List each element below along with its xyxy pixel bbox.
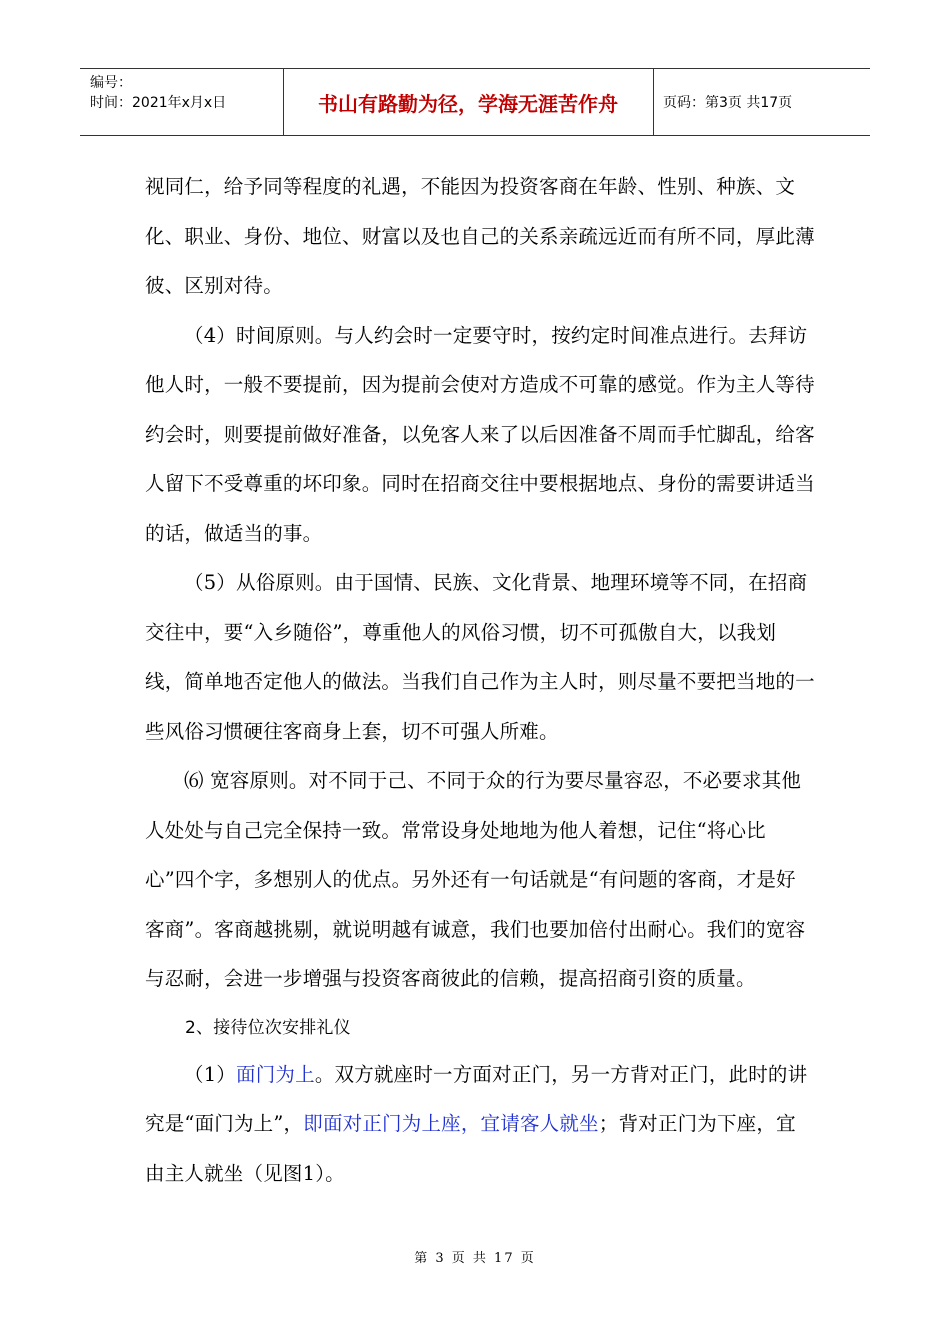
seating-prefix: （1） bbox=[184, 1062, 237, 1086]
header-divider bbox=[653, 69, 654, 135]
document-date: 时间：2021年x月x日 bbox=[90, 95, 227, 111]
header-motto: 书山有路勤为径，学海无涯苦作舟 bbox=[318, 91, 618, 116]
seating-suffix: ；背对正门为下座，宜由主人就坐（见图1）。 bbox=[145, 1112, 796, 1185]
document-body bbox=[145, 162, 815, 1198]
seating-middle: 。双方就座时一方面对正门，另一方背对正门，此时的讲究是“面门为上”， bbox=[145, 1062, 808, 1135]
page-footer: 第 3 页 共 17 页 bbox=[414, 1251, 536, 1266]
page-header bbox=[80, 68, 870, 136]
highlight-guest-seat: 即面对正门为上座，宜请客人就坐 bbox=[303, 1112, 599, 1135]
header-meta bbox=[90, 73, 226, 113]
paragraph-tolerance-principle: ⑹ 宽容原则。对不同于己、不同于众的行为要尽量容忍，不必要求其他人处处与自己完全保持一致。常常设身处地地为他人着想，记住“将心比心”四个字，多想别人的优点。另外还有一句话就是“有问题的客商，才是好客商”。客商越挑剔，就说明越有诚意，我们也要加倍付出耐心。我们的宽容与忍耐，会进一步增强与投资客商彼此的信赖，提高招商引资的质量。 bbox=[145, 769, 806, 990]
document-number-label: 编号： bbox=[90, 75, 132, 91]
highlight-face-door: 面门为上 bbox=[236, 1062, 315, 1086]
paragraph-seating bbox=[145, 1050, 815, 1199]
header-page-info: 页码：第3页 共17页 bbox=[663, 95, 793, 111]
section-heading: 2、接待位次安排礼仪 bbox=[185, 1017, 351, 1038]
paragraph-time-principle: （4）时间原则。与人约会时一定要守时，按约定时间准点进行。去拜访他人时，一般不要提前，因为提前会使对方造成不可靠的感觉。作为主人等待约会时，则要提前做好准备，以免客人来了以后因准备不周而手忙脚乱，给客人留下不受尊重的坏印象。同时在招商交往中要根据地点、身份的需要讲适当的话，做适当的事。 bbox=[145, 323, 815, 545]
paragraph-custom-principle: （5）从俗原则。由于国情、民族、文化背景、地理环境等不同，在招商交往中，要“入乡随俗”，尊重他人的风俗习惯，切不可孤傲自大，以我划线，简单地否定他人的做法。当我们自己作为主人时，则尽量不要把当地的一些风俗习惯硬往客商身上套，切不可强人所难。 bbox=[145, 571, 815, 743]
paragraph-continuation: 视同仁，给予同等程度的礼遇，不能因为投资客商在年龄、性别、种族、文化、职业、身份、地位、财富以及也自己的关系亲疏远近而有所不同，厚此薄彼、区别对待。 bbox=[145, 175, 815, 297]
